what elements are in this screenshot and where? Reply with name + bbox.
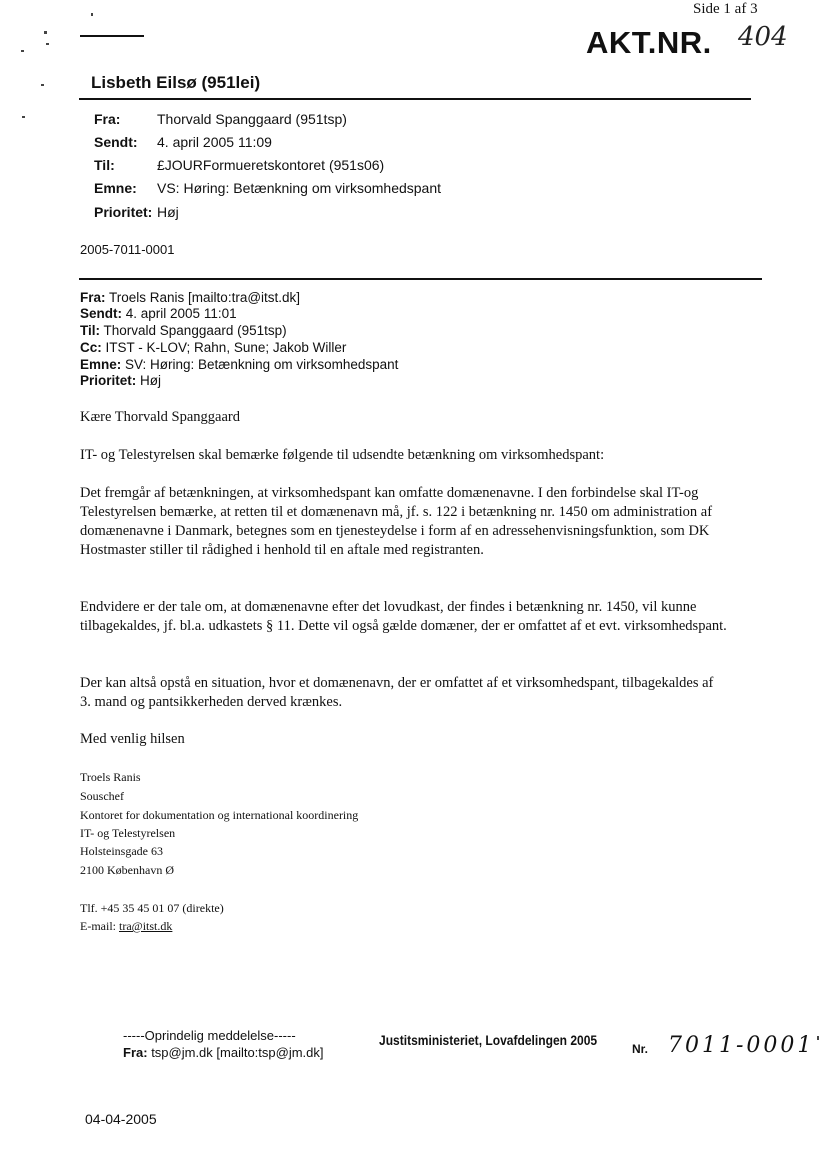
header-subject-label: Emne:: [94, 180, 137, 196]
akt-nr-stamp-label: AKT.NR.: [586, 25, 712, 60]
top-dash-mark: [80, 35, 144, 37]
forwarded-subject-line: [80, 357, 398, 372]
letter-paragraph-2: Det fremgår af betænkningen, at virksomhedspant kan omfatte domænenavne. I den forbindelse skal IT-og Telestyrelsen bemærke, at retten til et domænenavn må, jf. s. 122 i betænkning nr. 1450 om administration af domænenavne i Danmark, betegnes som en tjenesteydelse i form af en adressehenvisningsfunktion, som DK Hostmaster stiller til rådighed i henhold til en aftale med registranten.: [80, 485, 713, 558]
signature-title: Souschef: [80, 789, 124, 803]
forwarded-to-label: Til:: [80, 323, 100, 338]
forwarded-from-label: Fra:: [80, 290, 106, 305]
mailbox-owner-name: Lisbeth Eilsø (951lei): [91, 73, 261, 92]
header-from-label: Fra:: [94, 111, 121, 127]
forwarded-to-value: Thorvald Spanggaard (951tsp): [103, 323, 287, 338]
signature-name: Troels Ranis: [80, 770, 141, 784]
page-indicator: Side 1 af 3: [693, 1, 758, 17]
header-sent-label: Sendt:: [94, 134, 138, 150]
signature-email-line: [80, 919, 172, 934]
forwarded-cc-line: [80, 340, 346, 355]
letter-closing: Med venlig hilsen: [80, 731, 185, 747]
scan-speck: [22, 116, 25, 118]
forwarded-to-line: [80, 323, 287, 338]
original-from-label: Fra:: [123, 1045, 148, 1060]
forwarded-sent-line: [80, 306, 237, 321]
forwarded-subject-value: SV: Høring: Betænkning om virksomhedspant: [125, 357, 399, 372]
header-divider: [79, 98, 751, 100]
forwarded-sent-label: Sendt:: [80, 306, 122, 321]
forwarded-subject-label: Emne:: [80, 357, 122, 372]
letter-paragraph-3: Endvidere er der tale om, at domænenavne efter det lovudkast, der findes i betænkning nr. 1450, vil kunne tilbagekaldes, jf. bl.a. udkastets § 11. Dette vil også gælde domæner, der er omfattet af et evt. virksomhedspant.: [80, 599, 727, 634]
stamp-handwritten-number: 7011-0001: [668, 1033, 815, 1058]
ministry-stamp: Justitsministeriet, Lovafdelingen 2005: [379, 1032, 598, 1048]
forwarded-priority-line: [80, 373, 161, 388]
akt-nr-handwritten-number: 404: [738, 22, 788, 52]
forwarded-sent-value: 4. april 2005 11:01: [125, 306, 237, 321]
signature-organization: IT- og Telestyrelsen: [80, 826, 176, 840]
forwarded-cc-label: Cc:: [80, 340, 102, 355]
signature-email-label: E-mail:: [80, 919, 116, 933]
forwarded-from-value: Troels Ranis [mailto:tra@itst.dk]: [109, 290, 301, 305]
forward-divider: [79, 278, 762, 280]
scan-speck: [41, 84, 44, 86]
signature-street: Holsteinsgade 63: [80, 844, 163, 858]
header-from-value: Thorvald Spanggaard (951tsp): [157, 111, 347, 127]
scan-speck: [44, 31, 47, 34]
scan-speck: [817, 1036, 819, 1040]
forwarded-from-line: [80, 290, 300, 305]
scan-speck: [21, 50, 24, 52]
scan-speck: [91, 13, 93, 16]
letter-paragraph-4: Der kan altså opstå en situation, hvor et domænenavn, der er omfattet af et virksomhedspant, tilbagekaldes af 3. mand og pantsikkerheden derved krænkes.: [80, 675, 714, 710]
header-to-value: £JOURFormueretskontoret (951s06): [157, 157, 385, 173]
signature-phone: Tlf. +45 35 45 01 07 (direkte): [80, 901, 224, 915]
signature-city: 2100 København Ø: [80, 863, 174, 877]
letter-paragraph-1: IT- og Telestyrelsen skal bemærke følgende til udsendte betænkning om virksomhedspant:: [80, 447, 605, 463]
letter-greeting: Kære Thorvald Spanggaard: [80, 409, 240, 425]
scan-speck: [46, 43, 49, 45]
header-subject-value: VS: Høring: Betænkning om virksomhedspant: [157, 180, 442, 196]
footer-date: 04-04-2005: [85, 1111, 157, 1127]
signature-email-link[interactable]: tra@itst.dk: [119, 919, 173, 933]
header-priority-value: Høj: [157, 204, 179, 220]
signature-office: Kontoret for dokumentation og international koordinering: [80, 808, 359, 822]
original-message-separator: -----Oprindelig meddelelse-----: [123, 1028, 296, 1043]
header-sent-value: 4. april 2005 11:09: [157, 134, 272, 150]
forwarded-priority-label: Prioritet:: [80, 373, 137, 388]
forwarded-cc-value: ITST - K-LOV; Rahn, Sune; Jakob Willer: [105, 340, 347, 355]
header-to-label: Til:: [94, 157, 115, 173]
original-from-value: tsp@jm.dk [mailto:tsp@jm.dk]: [151, 1045, 324, 1060]
journal-number: 2005-7011-0001: [80, 242, 175, 257]
original-from-line: [123, 1045, 324, 1060]
stamp-nr-label: Nr.: [632, 1042, 649, 1056]
forwarded-priority-value: Høj: [140, 373, 162, 388]
header-priority-label: Prioritet:: [94, 204, 153, 220]
